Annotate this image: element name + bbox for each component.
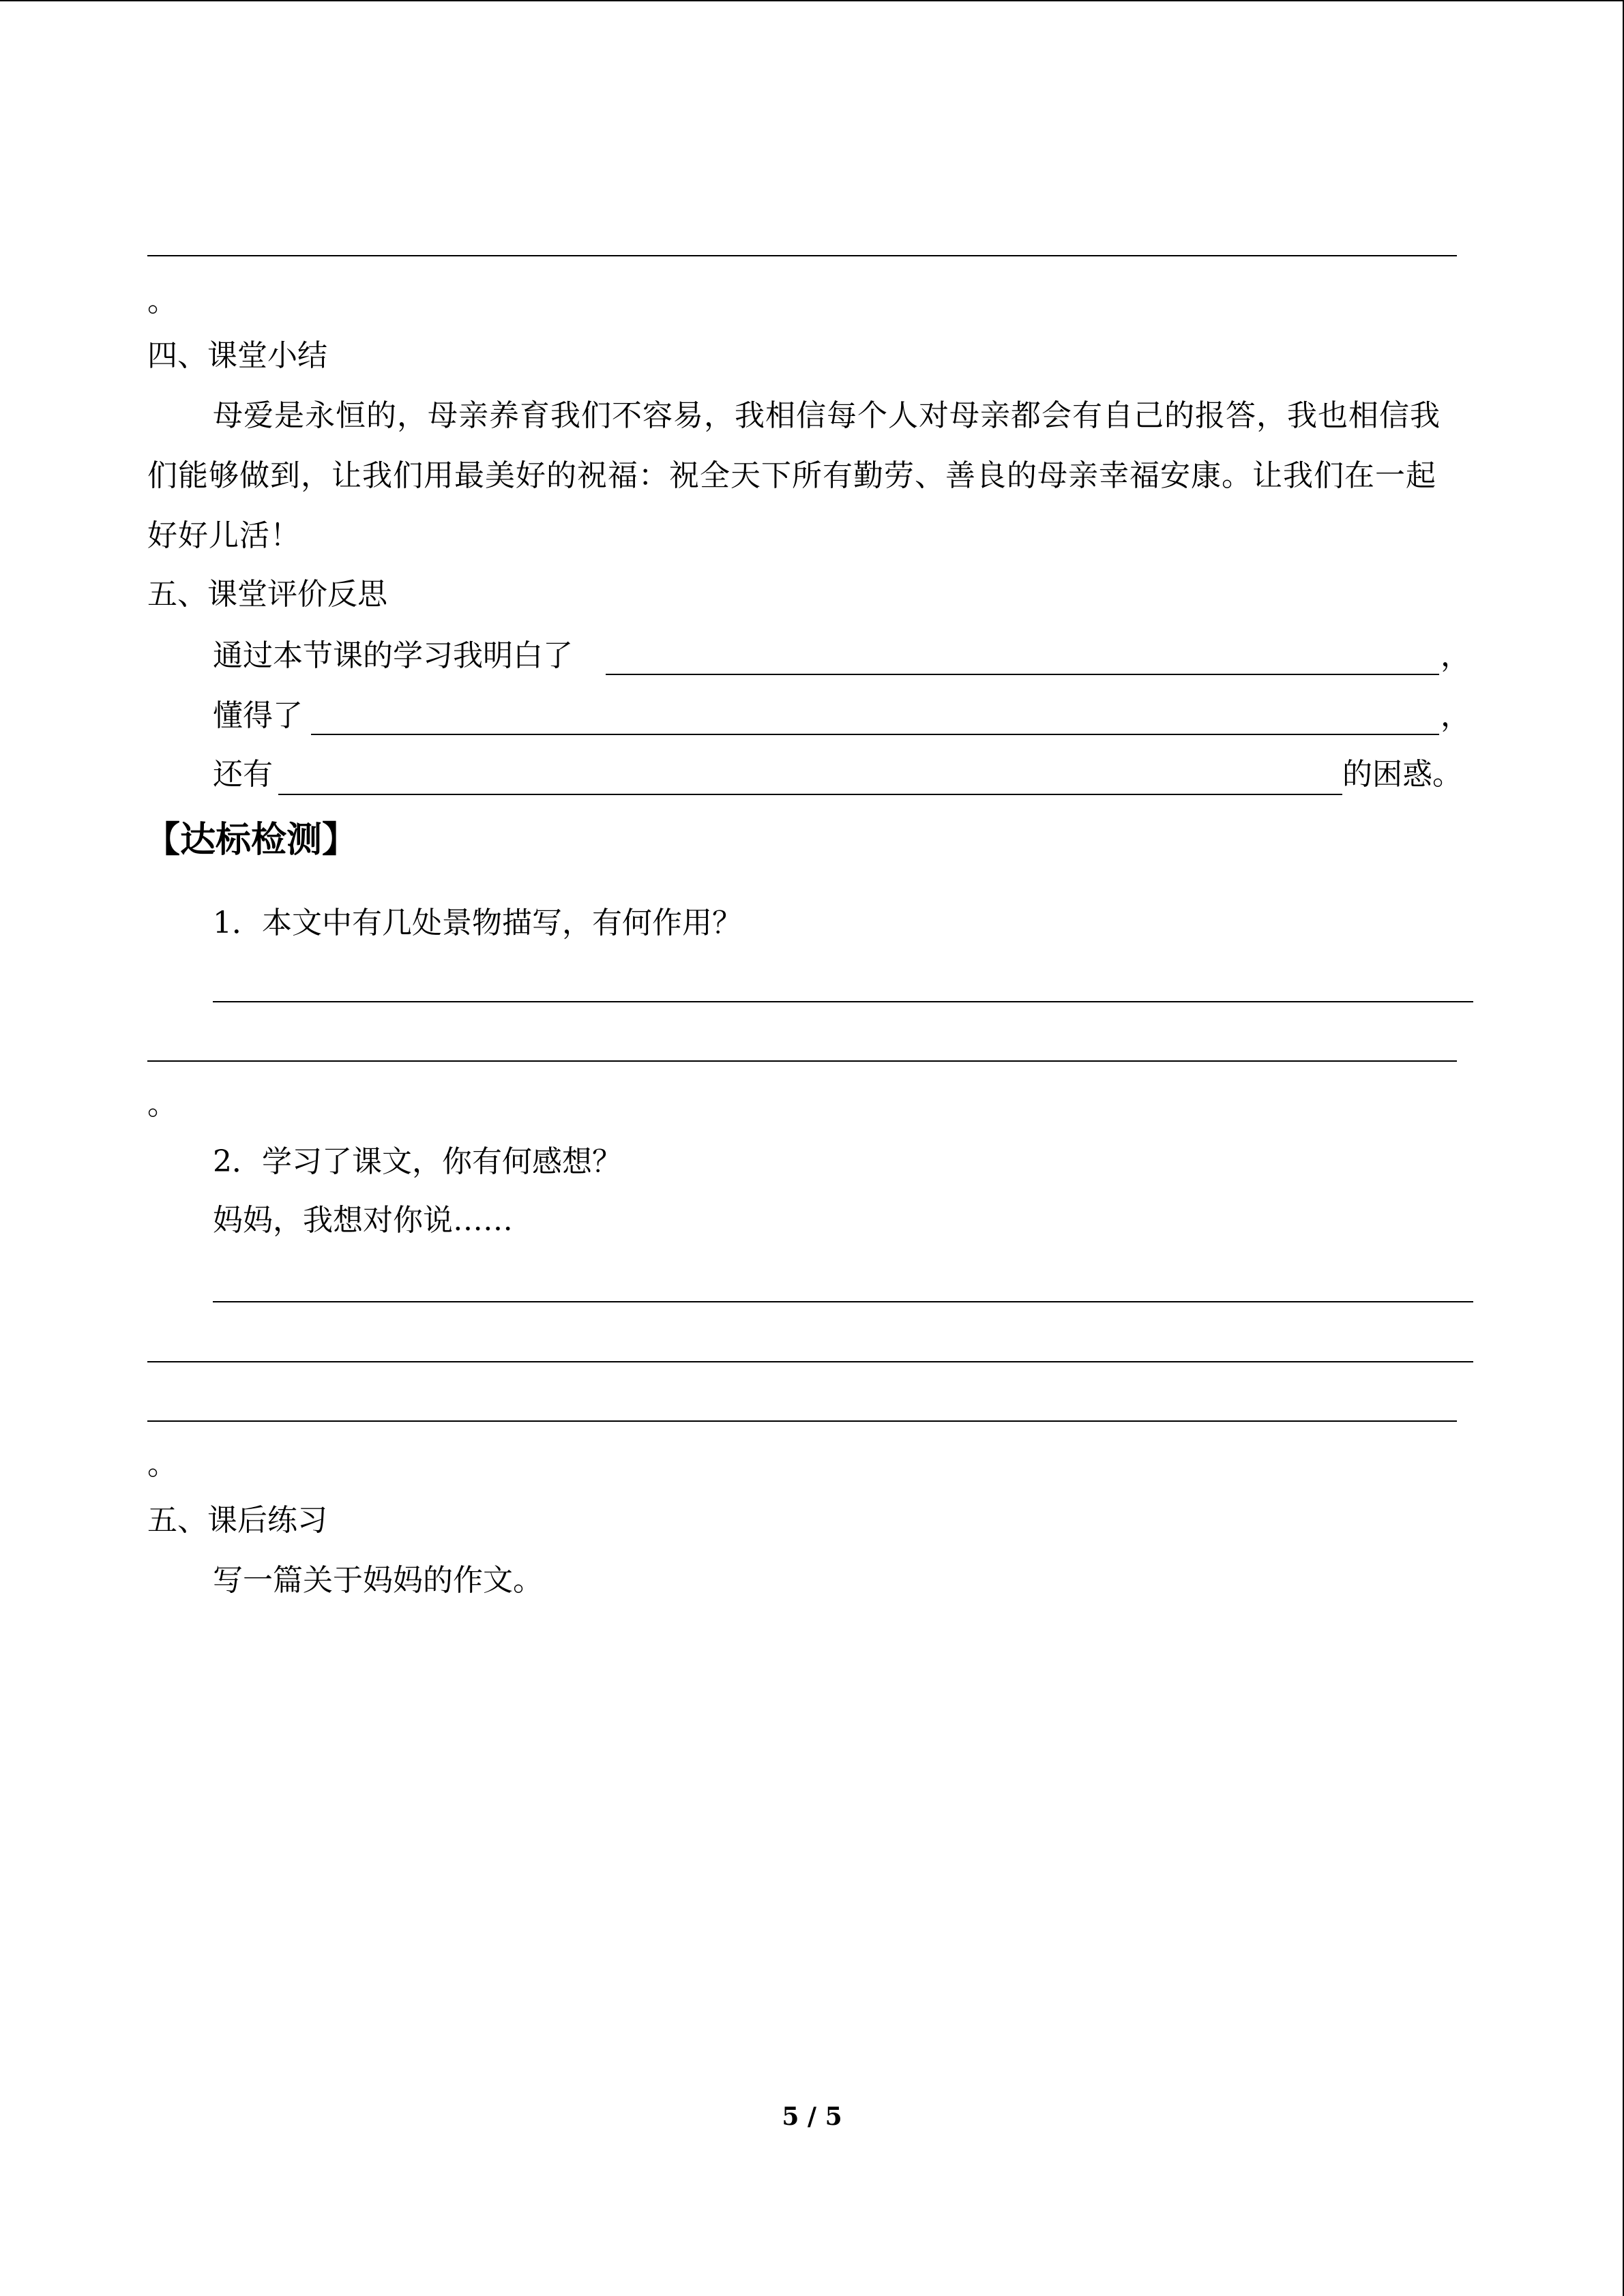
q2-end-mark: 。 (147, 1447, 177, 1482)
q2-answer-line-2[interactable] (147, 1361, 1473, 1362)
homework-task: 写一篇关于妈妈的作文。 (213, 1563, 543, 1598)
question-2: 2．学习了课文，你有何感想？ (213, 1144, 622, 1179)
section-heading-summary: 四、课堂小结 (147, 338, 327, 373)
end-mark: 。 (147, 284, 177, 318)
reflection-line1-prefix: 通过本节课的学习我明白了 (213, 638, 573, 673)
reflection-line1-suffix: ， (1441, 638, 1471, 673)
q1-answer-line-1[interactable] (213, 1001, 1473, 1002)
answer-line[interactable] (147, 255, 1457, 256)
reflection-line2-suffix: ， (1441, 698, 1471, 733)
question-2-prompt: 妈妈，我想对你说…… (213, 1203, 513, 1238)
q2-answer-line-3[interactable] (147, 1420, 1457, 1422)
q1-answer-line-2[interactable] (147, 1060, 1457, 1062)
q2-answer-line-1[interactable] (213, 1301, 1473, 1302)
question-1: 1．本文中有几处景物描写，有何作用？ (213, 906, 742, 940)
summary-paragraph: 母爱是永恒的，母亲养育我们不容易，我相信每个人对母亲都会有自己的报答，我也相信我们能够做到，让我们用最美好的祝福：祝全天下所有勤劳、善良的母亲幸福安康。让我们在一起好好儿活！ (147, 398, 1441, 553)
reflection-line3-prefix: 还有 (213, 757, 273, 792)
q1-end-mark: 。 (147, 1087, 177, 1122)
reflection-line1-blank[interactable] (606, 674, 1439, 675)
reflection-line2-blank[interactable] (311, 734, 1439, 735)
section-heading-homework: 五、课后练习 (147, 1503, 327, 1538)
page-number: 5 / 5 (782, 2102, 842, 2131)
assessment-heading: 【达标检测】 (145, 819, 358, 861)
reflection-line3-suffix: 的困惑。 (1342, 757, 1462, 792)
reflection-line2-prefix: 懂得了 (213, 698, 303, 733)
reflection-line3-blank[interactable] (278, 794, 1342, 795)
section-heading-reflection: 五、课堂评价反思 (147, 577, 387, 612)
